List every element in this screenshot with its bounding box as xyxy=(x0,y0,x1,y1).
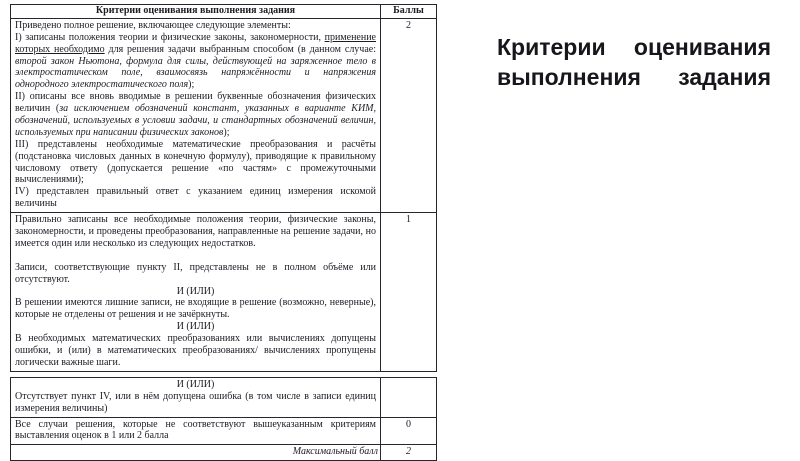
points-cell-1pt: 1 xyxy=(380,213,436,371)
item-3-paragraph: III) представлены необходимые математические преобразования и расчёты (подстановка числовых данных в конечную формулу), приводящие к правильному числовому ответу (допускается решение «по частям» с промежуточными вычислениями); xyxy=(15,138,376,186)
item-1-underlined-text: применение которых необходимо xyxy=(15,31,376,55)
intro-paragraph: Приведено полное решение, включающее следующие элементы: xyxy=(15,19,291,31)
row-2-points xyxy=(11,18,436,212)
item-4-paragraph: IV) представлен правильный ответ с указанием единиц измерения искомой величины xyxy=(15,186,376,210)
item-1-paragraph xyxy=(15,32,376,91)
shortcoming-3-paragraph: В необходимых математических преобразованиях или вычислениях допущены ошибки, и (или) в математических преобразованиях/ вычислениях пропущены логически важные шаги. xyxy=(15,333,376,368)
item-2-italic-text: за исключением обозначений констант, указанных в варианте КИМ, обозначений, используемых в условии задачи, и стандартных обозначений величин, используемых при написании физических законов xyxy=(15,103,376,138)
shortcoming-2-paragraph: В решении имеются лишние записи, не входящие в решение (возможно, неверные), которые не отделены от решения и не зачёркнуты. xyxy=(15,297,376,321)
criteria-tables-block xyxy=(10,4,437,461)
criteria-table-continuation xyxy=(10,377,437,461)
row-point-iv-missing xyxy=(11,378,436,417)
page-title xyxy=(497,32,771,92)
item-1-italic-text: второй закон Ньютона, формула для силы, действующей на заряженное тело в электростатическом поле, взаимосвязь напряжённости и напряжения однородного электростатического поля xyxy=(15,55,376,91)
criteria-header-cell: Критерии оценивания выполнения задания xyxy=(95,5,296,16)
points-cell-0pt: 0 xyxy=(380,418,436,445)
item-1-text-mid: для решения задачи выбранным способом (в данном случае: xyxy=(104,43,376,55)
row-0-points xyxy=(11,417,436,445)
row-max-score xyxy=(11,444,436,460)
shortcoming-1-paragraph: Записи, соответствующие пункту II, представлены не в полном объёме или отсутствуют. xyxy=(15,261,376,285)
item-1-text-end: ); xyxy=(188,79,195,91)
row-1-point xyxy=(11,212,436,371)
paragraph-spacer xyxy=(15,250,376,262)
criteria-cell-iv xyxy=(11,378,380,417)
max-score-value: 2 xyxy=(380,445,436,460)
points-header-cell: Баллы xyxy=(380,5,436,18)
point-iv-paragraph: Отсутствует пункт IV, или в нём допущена ошибка (в том числе в записи единиц измерения величины) xyxy=(15,390,376,414)
table-header-row xyxy=(11,5,436,18)
shortcomings-intro-paragraph: Правильно записаны все необходимые положения теории, физические законы, закономерности, и проведены преобразования, направленные на решение задачи, но имеется один или несколько из следующих недостатков. xyxy=(15,214,376,249)
points-cell-2pt: 2 xyxy=(380,19,436,212)
criteria-cell-2pt xyxy=(11,19,380,212)
criteria-cell-1pt xyxy=(11,213,380,371)
criteria-cell-0pt: Все случаи решения, которые не соответствуют вышеуказанным критериям выставления оценок в 1 или 2 балла xyxy=(15,418,376,442)
max-score-label: Максимальный балл xyxy=(292,446,378,458)
item-2-text: II) описаны все вновь вводимые в решении буквенные обозначения физических величин ( xyxy=(15,91,376,115)
page-title-line-1: Критерии оценивания xyxy=(497,34,771,60)
item-1-text: I) записаны положения теории и физические законы, закономерности, xyxy=(15,31,325,43)
and-or-separator-3: И (ИЛИ) xyxy=(176,378,215,390)
item-2-paragraph xyxy=(15,91,376,139)
points-cell-iv-empty xyxy=(380,378,436,417)
item-2-text-end: ); xyxy=(223,126,230,138)
and-or-separator-2: И (ИЛИ) xyxy=(176,321,215,333)
page-title-line-2: выполнения задания xyxy=(497,64,771,90)
and-or-separator-1: И (ИЛИ) xyxy=(176,285,215,297)
criteria-table-main xyxy=(10,4,437,372)
